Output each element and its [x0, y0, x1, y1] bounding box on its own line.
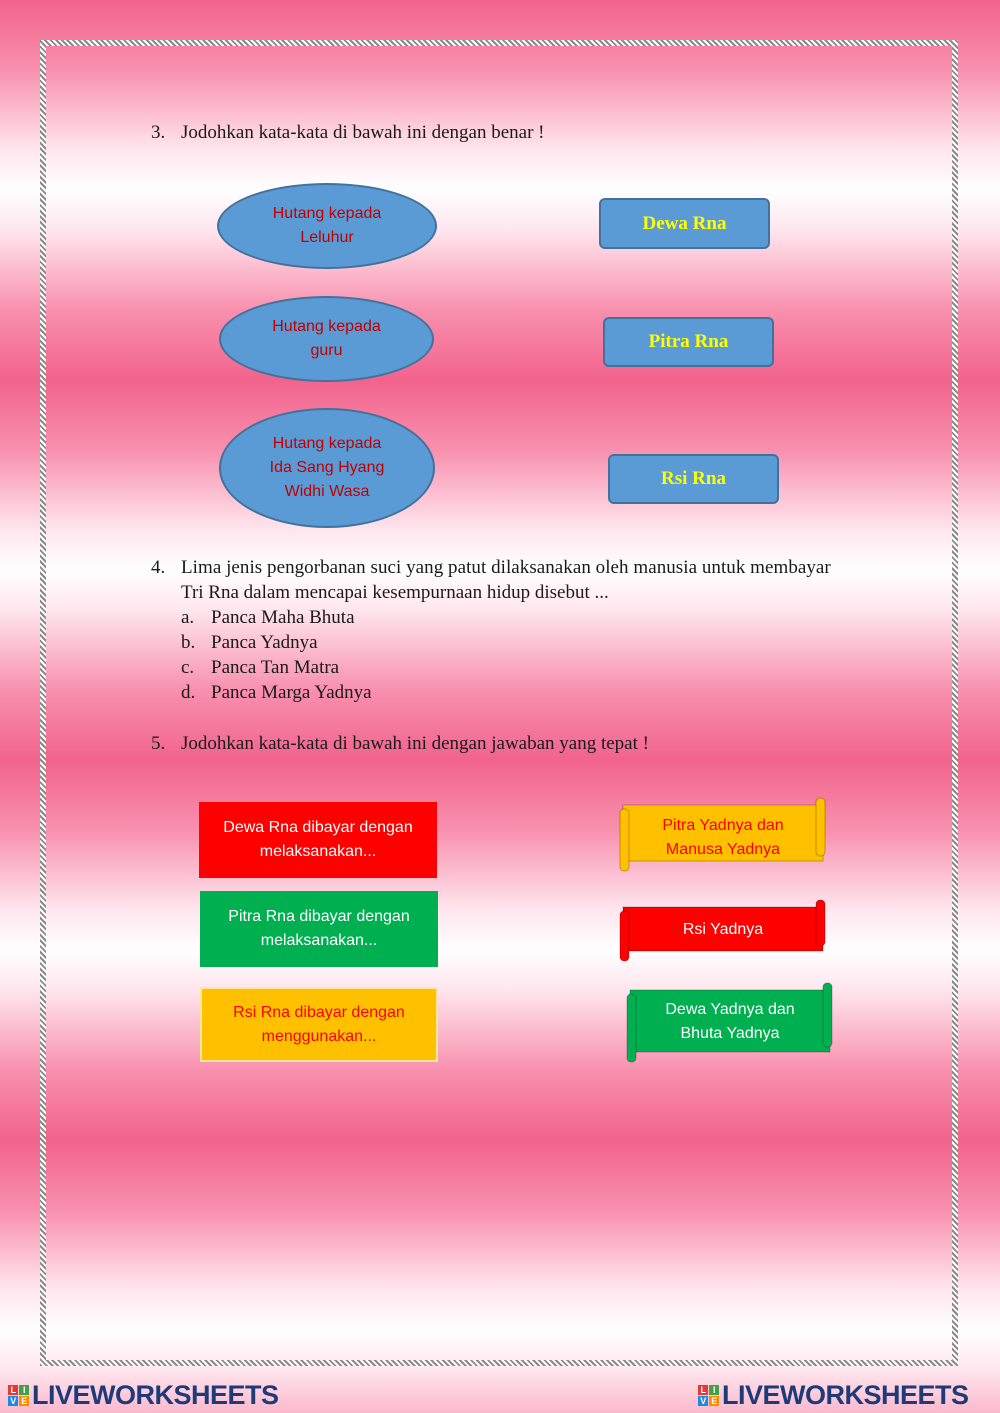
- question-number: 3.: [151, 122, 166, 143]
- option-c[interactable]: [181, 655, 481, 680]
- question-text: Jodohkan kata-kata di bawah ini dengan jawaban yang tepat !: [181, 733, 649, 754]
- logo-mark-letter: V: [8, 1396, 18, 1406]
- ellipse-line: Leluhur: [300, 229, 354, 246]
- ellipse-line: Hutang kepada: [272, 435, 382, 452]
- option-letter: b.: [181, 632, 196, 653]
- box-line: Pitra Rna dibayar dengan: [228, 908, 410, 925]
- scroll-line: Pitra Yadnya dan: [662, 817, 784, 834]
- logo-mark-letter: L: [8, 1385, 18, 1395]
- box-line: melaksanakan...: [260, 932, 378, 949]
- scroll-line: Bhuta Yadnya: [680, 1025, 780, 1042]
- option-text: Panca Maha Bhuta: [211, 607, 355, 628]
- logo-mark-icon: [8, 1385, 29, 1406]
- question-text-line2: Tri Rna dalam mencapai kesempurnaan hidup disebut ...: [181, 582, 609, 603]
- match-left-guru[interactable]: [219, 296, 434, 382]
- box-line: Dewa Rna dibayar dengan: [223, 819, 413, 836]
- page-border: [40, 40, 958, 1366]
- question-3: [151, 120, 871, 146]
- option-letter: a.: [181, 607, 195, 628]
- box-line: menggunakan...: [261, 1027, 377, 1045]
- scroll-line: Manusa Yadnya: [665, 841, 781, 858]
- option-letter: d.: [181, 682, 196, 703]
- scroll-line: Dewa Yadnya dan: [665, 1001, 795, 1018]
- question-number: 5.: [151, 733, 166, 754]
- box-line: melaksanakan...: [259, 843, 377, 860]
- ellipse-line: Widhi Wasa: [284, 483, 370, 500]
- logo-mark-letter: E: [19, 1396, 29, 1406]
- question-text-line1: Lima jenis pengorbanan suci yang patut dilaksanakan oleh manusia untuk membayar: [181, 557, 831, 578]
- question-5: [151, 731, 871, 757]
- scroll-line: Rsi Yadnya: [682, 921, 764, 938]
- logo-mark-letter: I: [709, 1385, 719, 1395]
- logo-mark-letter: L: [698, 1385, 708, 1395]
- match-left-leluhur[interactable]: [217, 183, 437, 269]
- ellipse-line: Hutang kepada: [272, 205, 382, 222]
- match-left-rsi-rna-dibayar[interactable]: [200, 987, 438, 1062]
- liveworksheets-logo-right: [698, 1380, 969, 1410]
- option-text: Panca Yadnya: [211, 632, 318, 653]
- logo-mark-letter: V: [698, 1396, 708, 1406]
- match-right-pitra-rna[interactable]: Pitra Rna: [603, 317, 774, 367]
- ellipse-line: Hutang kepada: [272, 318, 381, 335]
- logo-mark-letter: E: [709, 1396, 719, 1406]
- option-a[interactable]: [181, 605, 481, 630]
- question-number: 4.: [151, 557, 166, 578]
- match-left-pitra-rna-dibayar[interactable]: [200, 891, 438, 967]
- logo-mark-icon: [698, 1385, 719, 1406]
- match-left-ida-sang-hyang[interactable]: [219, 408, 435, 528]
- option-d[interactable]: [181, 680, 481, 705]
- option-text: Panca Marga Yadnya: [211, 682, 372, 703]
- option-b[interactable]: [181, 630, 481, 655]
- option-letter: c.: [181, 657, 195, 678]
- match-right-rsi-yadnya[interactable]: [618, 897, 828, 963]
- ellipse-line: Ida Sang Hyang: [269, 459, 385, 476]
- question-text: Jodohkan kata-kata di bawah ini dengan benar !: [181, 122, 545, 143]
- box-line: Rsi Rna dibayar dengan: [233, 1003, 405, 1021]
- question-4: [151, 555, 881, 607]
- liveworksheets-logo-left: [8, 1380, 279, 1410]
- match-left-dewa-rna-dibayar[interactable]: [199, 802, 437, 878]
- logo-mark-letter: I: [19, 1385, 29, 1395]
- match-right-dewa-bhuta-yadnya[interactable]: [625, 980, 835, 1064]
- option-text: Panca Tan Matra: [211, 657, 340, 678]
- match-right-pitra-manusa-yadnya[interactable]: [618, 795, 828, 873]
- match-right-rsi-rna[interactable]: Rsi Rna: [608, 454, 779, 504]
- logo-text: LIVEWORKSHEETS: [722, 1379, 969, 1410]
- match-right-dewa-rna[interactable]: Dewa Rna: [599, 198, 770, 249]
- ellipse-line: guru: [310, 342, 343, 359]
- logo-text: LIVEWORKSHEETS: [32, 1379, 279, 1410]
